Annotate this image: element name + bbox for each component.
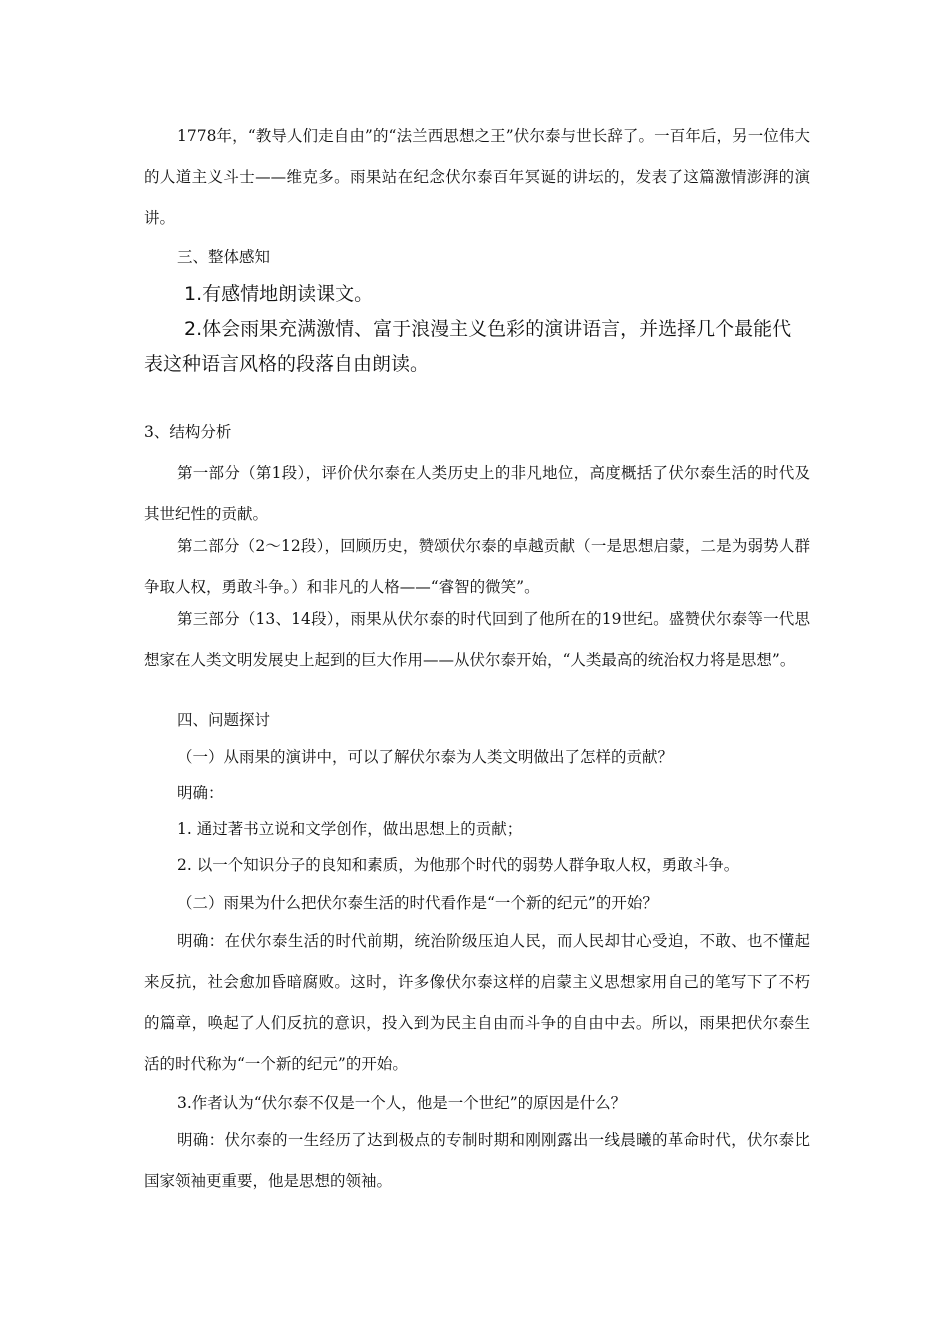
intro-paragraph: 1778年，“教导人们走自由”的“法兰西思想之王”伏尔泰与世长辞了。一百年后，另一位伟大的人道主义斗士——维克多。雨果站在纪念伏尔泰百年冥诞的讲坛的，发表了这篇激情澎湃的演讲。 <box>144 127 810 227</box>
answer-1-label: 明确： <box>177 784 224 802</box>
section-heading-structure: 3、结构分析 <box>144 423 232 441</box>
structure-part-3: 第三部分（13、14段），雨果从伏尔泰的时代回到了他所在的19世纪。盛赞伏尔泰等一代思想家在人类文明发展史上起到的巨大作用——从伏尔泰开始，“人类最高的统治权力将是思想”。 <box>144 610 810 669</box>
task-item-1: 1.有感情地朗读课文。 <box>184 283 374 305</box>
answer-1-item-1: 1. 通过著书立说和文学创作，做出思想上的贡献； <box>177 820 523 838</box>
answer-1-item-2: 2. 以一个知识分子的良知和素质，为他那个时代的弱势人群争取人权，勇敢斗争。 <box>177 856 740 874</box>
section-heading-discussion: 四、问题探讨 <box>177 711 271 729</box>
question-3: 3.作者认为“伏尔泰不仅是一个人，他是一个世纪”的原因是什么？ <box>177 1094 627 1112</box>
question-2: （二）雨果为什么把伏尔泰生活的时代看作是“一个新的纪元”的开始？ <box>177 894 658 912</box>
structure-part-2: 第二部分（2～12段），回顾历史，赞颂伏尔泰的卓越贡献（一是思想启蒙，二是为弱势人群争取人权，勇敢斗争。）和非凡的人格——“睿智的微笑”。 <box>144 537 810 596</box>
answer-3: 明确：伏尔泰的一生经历了达到极点的专制时期和刚刚露出一线晨曦的革命时代，伏尔泰比国家领袖更重要，他是思想的领袖。 <box>144 1131 810 1190</box>
structure-part-1: 第一部分（第1段），评价伏尔泰在人类历史上的非凡地位，高度概括了伏尔泰生活的时代及其世纪性的贡献。 <box>144 464 810 523</box>
question-1: （一）从雨果的演讲中，可以了解伏尔泰为人类文明做出了怎样的贡献？ <box>177 748 674 766</box>
answer-2: 明确：在伏尔泰生活的时代前期，统治阶级压迫人民，而人民却甘心受迫，不敢、也不懂起来反抗，社会愈加昏暗腐败。这时，许多像伏尔泰这样的启蒙主义思想家用自己的笔写下了不朽的篇章，唤起了人们反抗的意识，投入到为民主自由而斗争的自由中去。所以，雨果把伏尔泰生活的时代称为“一个新的纪元”的开始。 <box>144 932 810 1073</box>
task-item-2: 2.体会雨果充满激情、富于浪漫主义色彩的演讲语言，并选择几个最能代表这种语言风格的段落自由朗读。 <box>144 318 792 375</box>
section-heading-overall: 三、整体感知 <box>177 248 271 266</box>
